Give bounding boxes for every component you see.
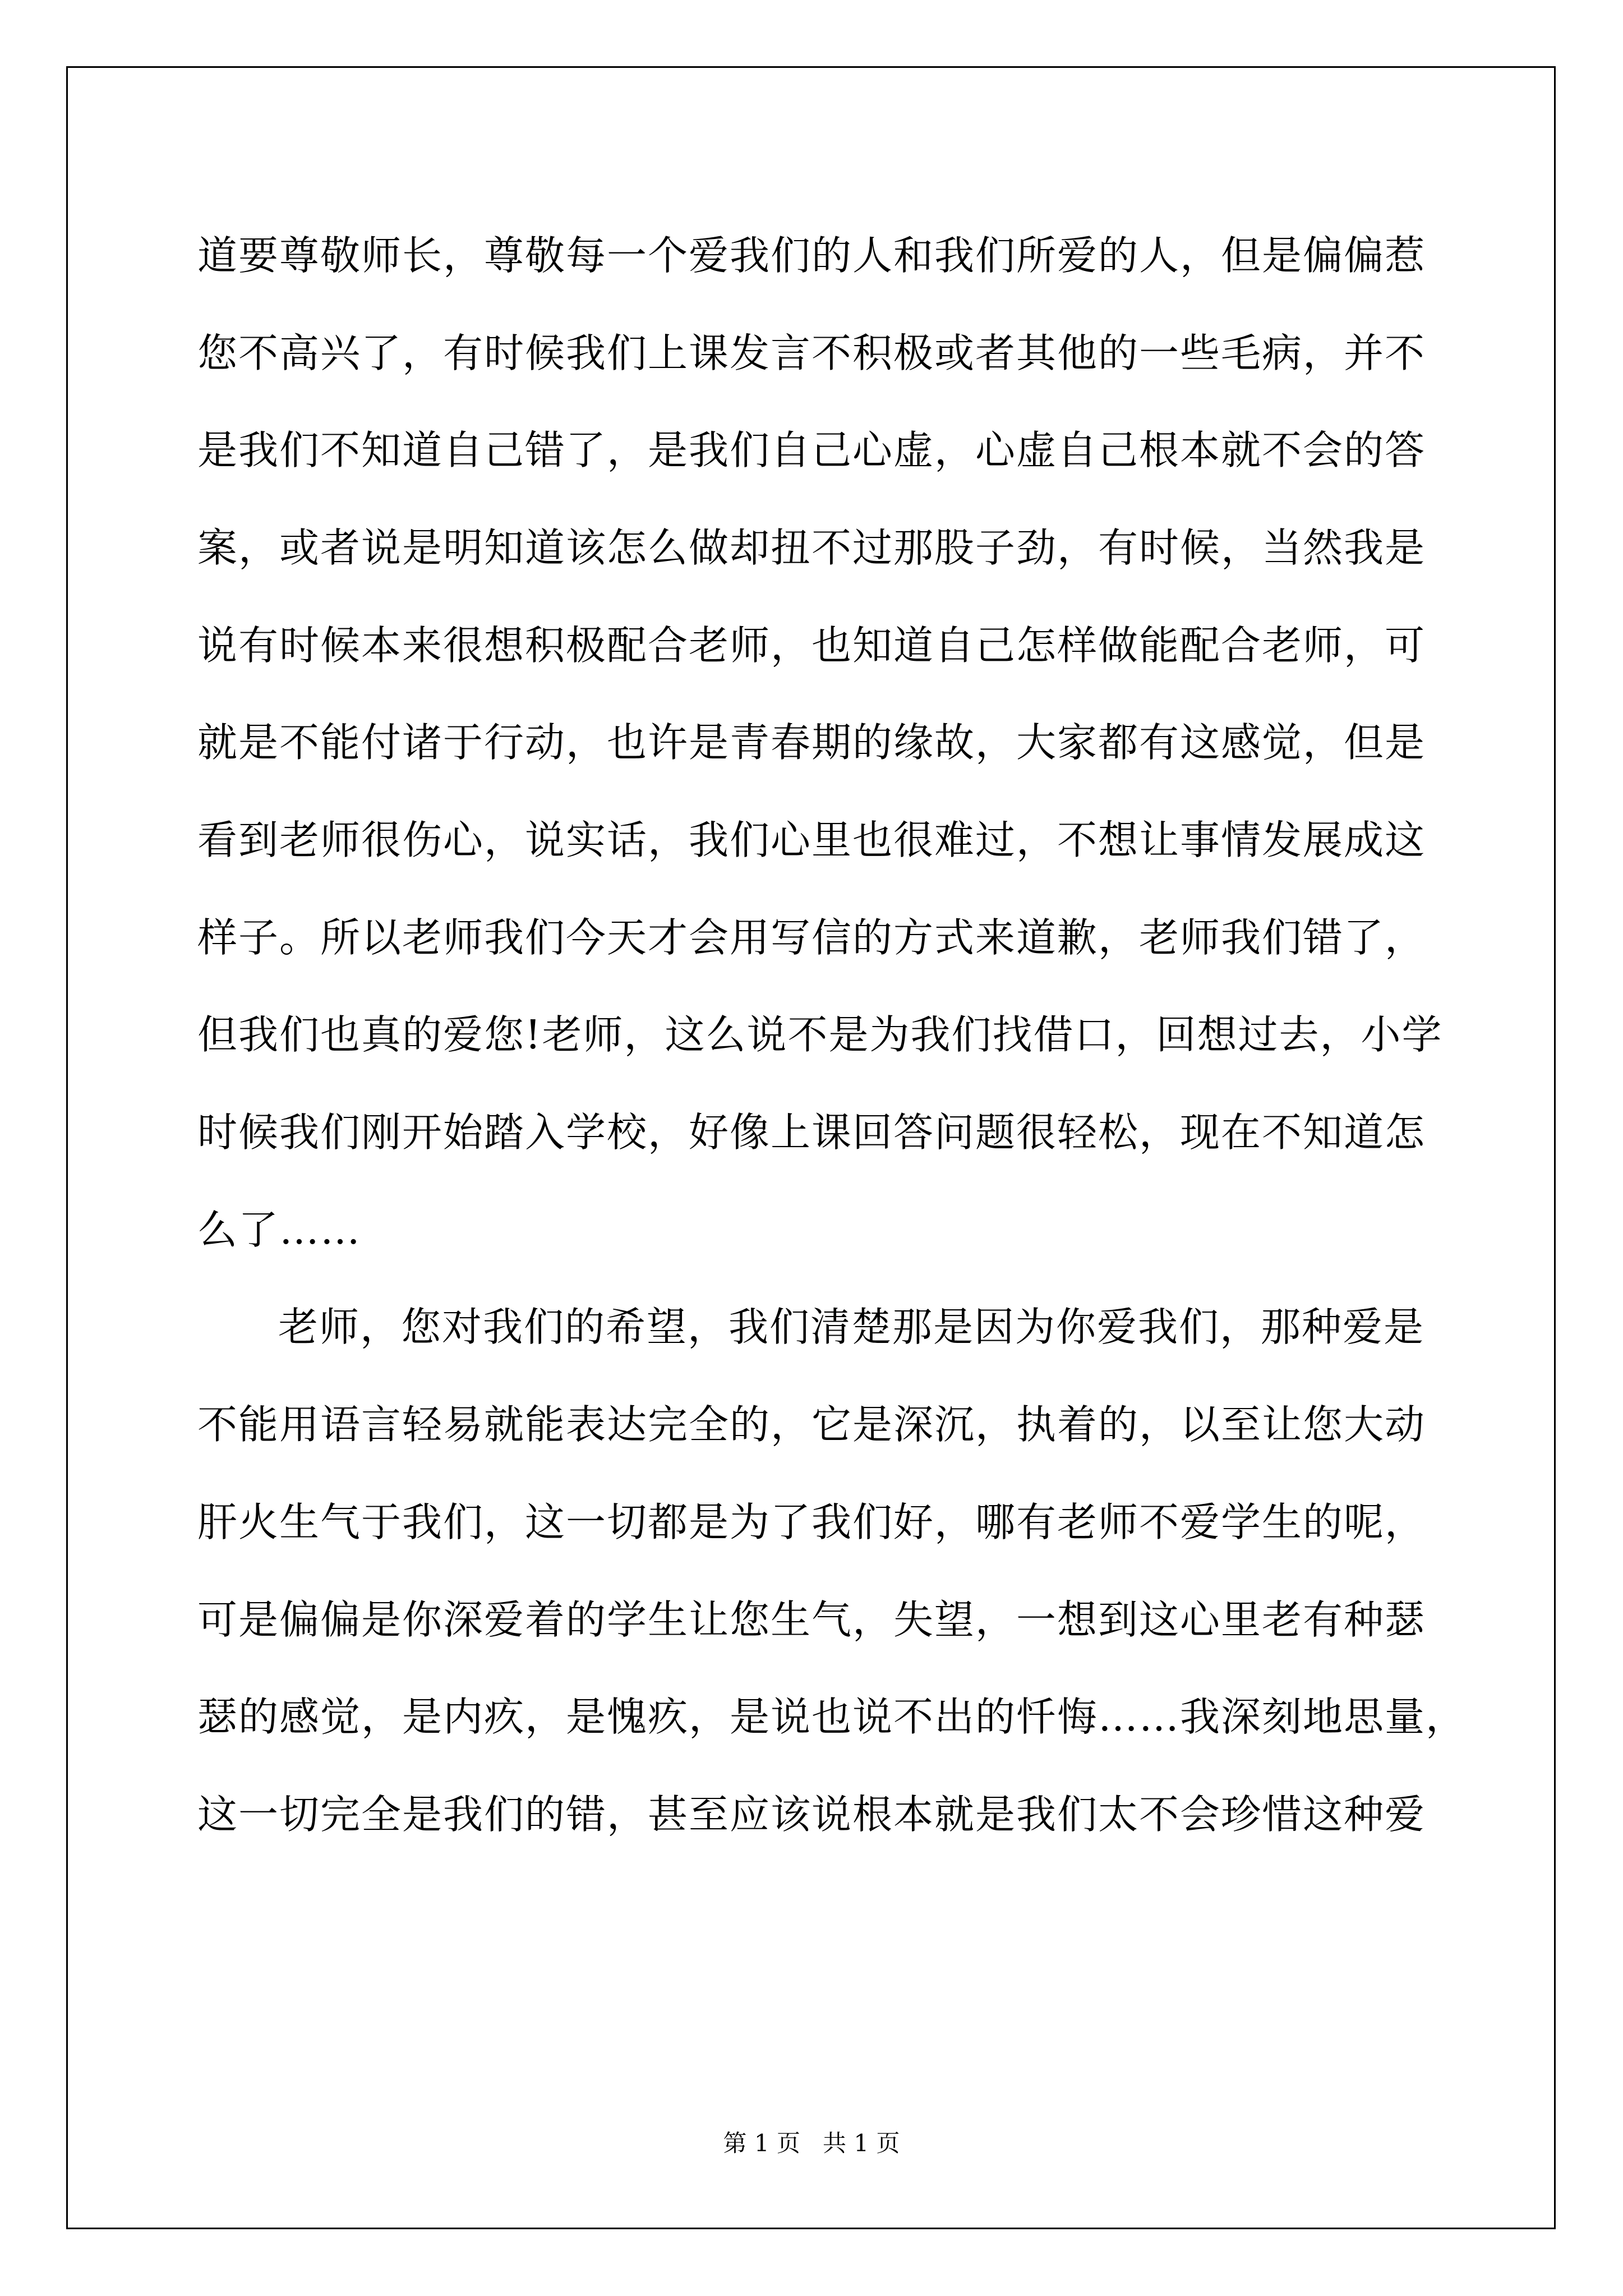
text-line: 道要尊敬师长，尊敬每一个爱我们的人和我们所爱的人，但是偏偏惹: [197, 232, 1426, 279]
text-line: 时候我们刚开始踏入学校，好像上课回答问题很轻松，现在不知道怎: [197, 1109, 1426, 1156]
text-line: 这一切完全是我们的错，甚至应该说根本就是我们太不会珍惜这种爱: [197, 1791, 1426, 1838]
text-line: 看到老师很伤心，说实话，我们心里也很难过，不想让事情发展成这: [197, 817, 1426, 863]
text-line: 是我们不知道自己错了，是我们自己心虚，心虚自己根本就不会的答: [197, 427, 1426, 473]
text-line: 瑟的感觉，是内疚，是愧疚，是说也说不出的忏悔……我深刻地思量，: [197, 1694, 1467, 1740]
text-line: 就是不能付诸于行动，也许是青春期的缘故，大家都有这感觉，但是: [197, 719, 1426, 766]
text-line: 说有时候本来很想积极配合老师，也知道自己怎样做能配合老师，可: [197, 622, 1426, 669]
text-line: 老师，您对我们的希望，我们清楚那是因为你爱我们，那种爱是: [278, 1304, 1425, 1350]
text-line: 可是偏偏是你深爱着的学生让您生气，失望，一想到这心里老有种瑟: [197, 1596, 1426, 1643]
text-line: 肝火生气于我们，这一切都是为了我们好，哪有老师不爱学生的呢，: [197, 1499, 1426, 1545]
text-line: 案，或者说是明知道该怎么做却扭不过那股子劲，有时候，当然我是: [197, 524, 1426, 571]
text-line: 么了……: [197, 1207, 362, 1253]
text-line: 但我们也真的爱您!老师，这么说不是为我们找借口，回想过去，小学: [197, 1011, 1443, 1058]
page-number: 第 1 页 共 1 页: [723, 2129, 900, 2157]
text-line: 样子。所以老师我们今天才会用写信的方式来道歉，老师我们错了，: [197, 914, 1426, 961]
text-line: 不能用语言轻易就能表达完全的，它是深沉，执着的，以至让您大动: [197, 1401, 1426, 1448]
text-line: 您不高兴了，有时候我们上课发言不积极或者其他的一些毛病，并不: [197, 330, 1426, 376]
